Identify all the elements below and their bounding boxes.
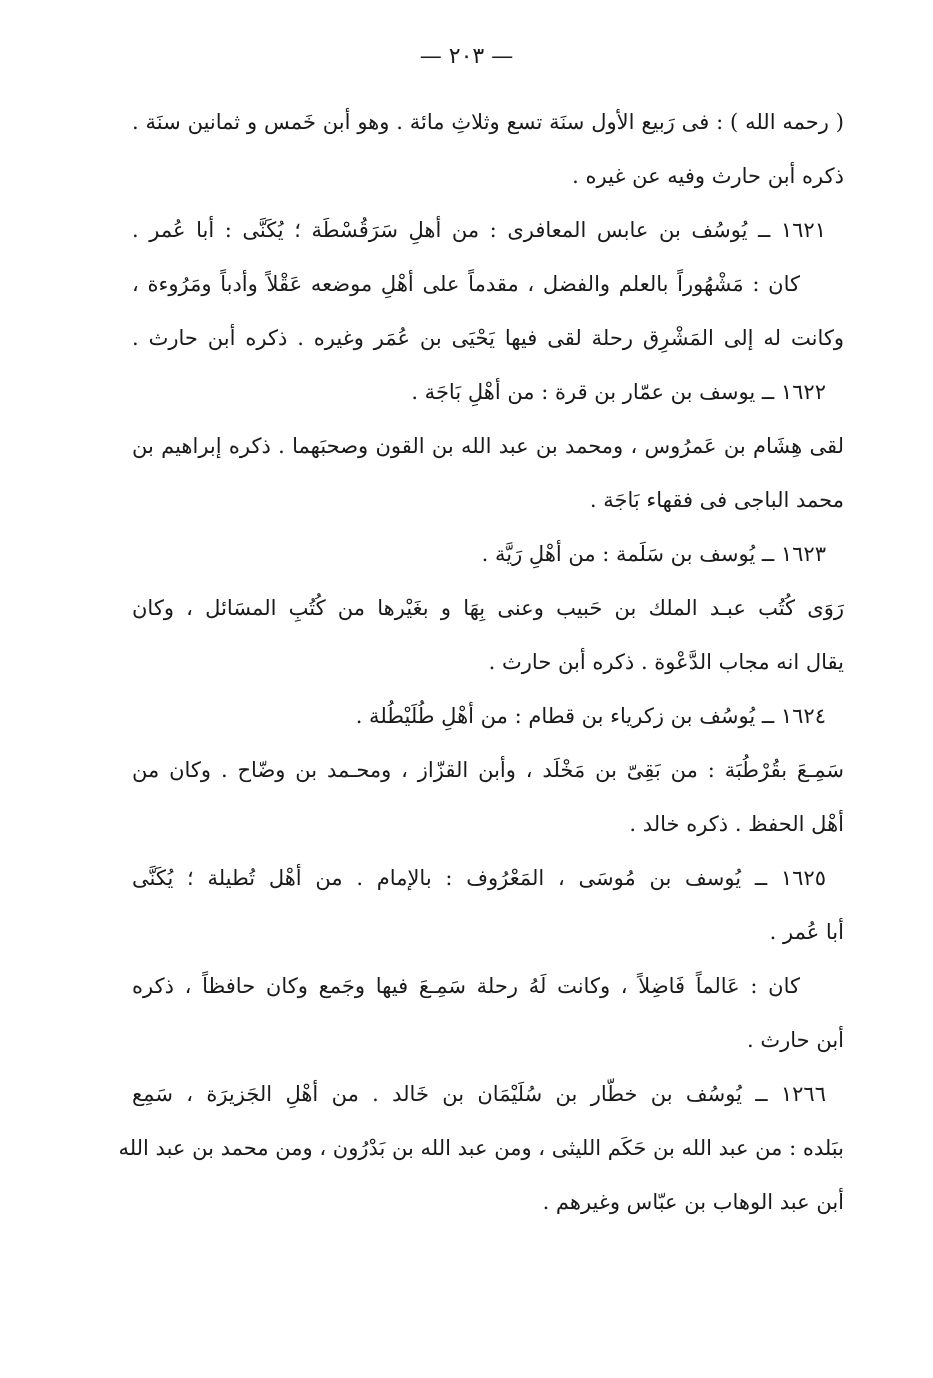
text-line: وكانت له إلى المَشْرِق رحلة لقى فيها يَحْيَى بن عُمَر وغيره . ذكره أبن حارث . bbox=[132, 326, 844, 350]
entry-heading: ١٦٢٢ ــ يوسف بن عمّار بن قرة : من أهْلِ بَاجَة . bbox=[411, 380, 826, 404]
entry-heading: ١٦٢٣ ــ يُوسف بن سَلَمة : من أهْلِ رَيَّة . bbox=[481, 542, 826, 566]
page-number: — ٢٠٣ — bbox=[419, 44, 514, 69]
entry-heading: ١٦٢٤ ــ يُوسُف بن زكرياء بن قطام : من أهْلِ طُلَيْطُلة . bbox=[355, 704, 826, 728]
text-line: أبن عبد الوهاب بن عبّاس وغيرهم . bbox=[542, 1190, 844, 1214]
text-line: محمد الباجى فى فقهاء بَاجَة . bbox=[589, 488, 844, 512]
entry-heading: ١٦٢٥ ــ يُوسف بن مُوسَى ، المَعْرُوف : بالإمام . من أهْل تُطيلة ؛ يُكَنَّى bbox=[132, 866, 826, 890]
text-line: كان : مَشْهُوراً بالعلم والفضل ، مقدماً على أهْلِ موضعه عَقْلاً وأدباً ومَرُوءة ، bbox=[132, 272, 800, 296]
text-line: ببَلده : من عبد الله بن حَكَم الليثى ، ومن عبد الله بن بَدْرُون ، ومن محمد بن عبد الله bbox=[118, 1136, 844, 1160]
text-line: يقال انه مجاب الدَّعْوة . ذكره أبن حارث . bbox=[488, 650, 844, 674]
text-line: أبن حارث . bbox=[747, 1028, 844, 1052]
entry-heading: ١٢٦٦ ــ يُوسُف بن خطّار بن سُلَيْمَان بن خَالد . من أهْلِ الجَزيرَة ، سَمِع bbox=[132, 1082, 826, 1106]
text-line: ذكره أبن حارث وفيه عن غيره . bbox=[572, 164, 844, 188]
text-line: رَوَى كُتُب عبـد الملك بن حَبيب وعنى بِهَا و بغَيْرها من كُتُبِ المسَائل ، وكان bbox=[132, 596, 844, 620]
text-line: أبا عُمر . bbox=[769, 920, 844, 944]
text-line: لقى هِشَام بن عَمرُوس ، ومحمد بن عبد الله بن القون وصحبَهما . ذكره إبراهيم بن bbox=[132, 434, 844, 458]
text-line: كان : عَالماً فَاضِلاً ، وكانت لَهُ رحلة سَمِـعَ فيها وجَمع وكان حافظاً ، ذكره bbox=[132, 974, 800, 998]
entry-heading: ١٦٢١ ــ يُوسُف بن عابس المعافرى : من أهلِ سَرَقُسْطَة ؛ يُكَنَّى : أبا عُمر . bbox=[132, 218, 826, 242]
text-line: سَمِـعَ بقُرْطُبَة : من بَقِىّ بن مَخْلَد ، وأبن القزّاز ، ومحـمد بن وضّاح . وكان من bbox=[132, 758, 844, 782]
page-text bbox=[118, 108, 844, 1242]
text-line: أهْل الحفظ . ذكره خالد . bbox=[629, 812, 844, 836]
text-line: ( رحمه الله ) : فى رَبيع الأول سنَة تسع وثلاثِ مائة . وهو أبن خَمس و ثمانين سنَة . bbox=[132, 110, 844, 134]
